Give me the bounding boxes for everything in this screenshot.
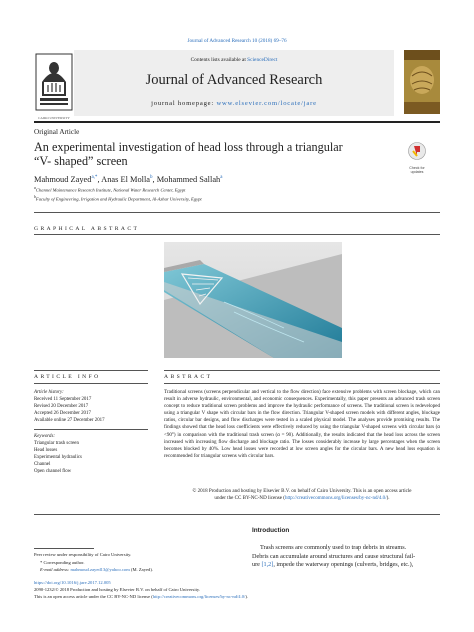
keyword: Experimental hydraulics: [34, 455, 82, 460]
check-updates-line-2: updates: [410, 170, 424, 174]
divider: [164, 370, 440, 371]
abstract-body: Traditional screens (screens perpendicular and vertical to the flow direction) face extensive problems with screen blockage, which can result in adverse hydraulic, environmental, and economic consequences. Experimentally, this paper presents an advanced trash screen concept to reduce traditional screen problems and improve the hydraulic performance of screens. The traditional screen is redeveloped using a triangular V shape with circular bars in the flow direction. Triangular V-shaped screen models with different angles, blockage ratios, circular bar designs, and flow discharges were tested in a scaled physical model. The analyses provide promising results. The findings showed that the head loss coefficients were effectively reduced by using the triangular V-shaped screens with circular bars (α <90°) in comparison with the traditional trash screen (α = 90). Additionally, the results indicated that the head loss across the screen increased with increasing flow discharge and blockage ratio. The losses considerably increase by large percentages when the screen becomes blocked by 40%. Low head losses were recorded at low screen angles for the circular bars. A new head loss equation is recommended for triangular screens with circular bars.: [164, 389, 440, 459]
history-line: Revised 20 December 2017: [34, 404, 89, 409]
divider: [34, 370, 148, 371]
history-label: Article history:: [34, 390, 64, 395]
abstract-heading: ABSTRACT: [164, 374, 213, 380]
history-line: Received 11 September 2017: [34, 397, 92, 402]
journal-title: Journal of Advanced Research: [145, 72, 323, 88]
divider: [34, 514, 440, 515]
copyright-line-2: [164, 495, 440, 502]
affiliation-text: Channel Maintenance Research Institute, National Water Research Center, Egypt: [35, 187, 186, 193]
history-line: Available online 27 December 2017: [34, 418, 105, 423]
doi-link[interactable]: https://doi.org/10.1016/j.jare.2017.12.005: [34, 580, 111, 585]
article-info-heading: ARTICLE INFO: [34, 374, 101, 380]
author-list: [34, 175, 222, 184]
title-line-1: An experimental investigation of head loss through a triangular: [34, 140, 343, 154]
author[interactable]: [34, 175, 101, 184]
introduction-text: [252, 544, 440, 570]
intro-line-2: Debris can accumulate around structures and cause structural fail-: [252, 552, 416, 560]
check-updates-line-1: Check for: [409, 166, 425, 170]
article-type: Original Article: [34, 128, 80, 136]
copyright-line-1: © 2018 Production and hosting by Elsevier B.V. on behalf of Cairo University. This is an open access article: [192, 488, 412, 494]
crossmark-icon: [402, 141, 432, 161]
author-name[interactable]: Mohammed Sallah: [156, 175, 221, 184]
keyword: Channel: [34, 462, 51, 467]
keyword: Triangular trash screen: [34, 441, 79, 446]
affiliation-sup: b: [34, 195, 36, 199]
journal-homepage: [74, 100, 394, 107]
title-line-2: “V- shaped” screen: [34, 154, 128, 168]
keyword: Head losses: [34, 448, 58, 453]
header-rule: [34, 121, 440, 123]
author-separator: ,: [152, 175, 157, 184]
email-note: [40, 567, 153, 572]
graphical-abstract-heading: GRAPHICAL ABSTRACT: [34, 226, 140, 232]
affiliation-sup: a: [34, 186, 36, 190]
author-affil-sup[interactable]: b: [150, 175, 153, 181]
affiliation-text: Faculty of Engineering, Irrigation and Hydraulic Department, Al-Azhar University, Egypt: [35, 196, 202, 202]
copyright-prefix: under the CC BY-NC-ND license (: [214, 495, 285, 501]
affiliation: [34, 195, 202, 202]
corresponding-author-note: * Corresponding author.: [40, 560, 85, 565]
author[interactable]: [101, 175, 157, 184]
license-link[interactable]: http://creativecommons.org/licenses/by-nc-nd/4.0/: [284, 495, 387, 501]
keywords-label: Keywords:: [34, 434, 56, 439]
author-separator: ,: [97, 175, 102, 184]
affiliation: [34, 186, 185, 193]
divider: [34, 234, 440, 235]
logo-caption: CAIRO UNIVERSITY: [38, 116, 70, 120]
open-access-line: [34, 594, 248, 599]
footnote-rule: [34, 548, 94, 549]
oa-license-link[interactable]: http://creativecommons.org/licenses/by-nc-nd/4.0/: [152, 594, 246, 599]
contents-available: [74, 57, 394, 63]
issn-line: 2090-1232/© 2018 Production and hosting by Elsevier B.V. on behalf of Cairo University.: [34, 587, 201, 592]
copyright-notice: [164, 488, 440, 502]
check-for-updates-badge[interactable]: [402, 141, 432, 174]
cairo-university-logo: [34, 52, 74, 114]
intro-line-1: Trash screens are commonly used to trap debris in streams.: [260, 544, 407, 551]
author-name[interactable]: Mahmoud Zayed: [34, 175, 92, 184]
copyright-suffix: ).: [386, 495, 390, 501]
author[interactable]: [157, 175, 223, 184]
reference-link[interactable]: [1,2]: [261, 561, 274, 569]
graphical-abstract-image[interactable]: [164, 242, 342, 358]
author-affil-sup[interactable]: a,*: [91, 175, 98, 181]
intro-line-3: [252, 561, 440, 570]
email-suffix: (M. Zayed).: [129, 567, 154, 572]
journal-citation[interactable]: Journal of Advanced Research 10 (2018) 69–76: [187, 38, 287, 44]
contents-prefix: Contents lists available at: [190, 57, 248, 63]
oa-prefix: This is an open access article under the CC BY-NC-ND license (: [34, 594, 153, 599]
sciencedirect-link[interactable]: ScienceDirect: [247, 57, 278, 63]
history-line: Accepted 26 December 2017: [34, 411, 91, 416]
divider: [164, 383, 440, 384]
introduction-heading: Introduction: [252, 527, 290, 534]
oa-suffix: ).: [245, 594, 249, 599]
divider: [34, 212, 440, 213]
homepage-prefix: journal homepage:: [151, 100, 217, 107]
peer-review-note: Peer review under responsibility of Cairo University.: [34, 552, 132, 557]
check-updates-text: [402, 166, 432, 174]
keyword: Open channel flow: [34, 469, 72, 474]
intro-line-3-pre: ure: [252, 561, 262, 569]
article-title: [34, 140, 404, 168]
author-name[interactable]: Anas El Molla: [101, 175, 151, 184]
divider: [34, 429, 148, 430]
journal-cover-image[interactable]: [404, 50, 440, 114]
divider: [34, 383, 148, 384]
email-label: E-mail address:: [40, 567, 71, 572]
homepage-link[interactable]: www.elsevier.com/locate/jare: [216, 100, 317, 107]
author-affil-sup[interactable]: a: [220, 175, 223, 181]
email-link[interactable]: mahmoud.zayed13@yahoo.com: [70, 567, 130, 572]
intro-line-3-post: , impede the waterway openings (culverts, bridges, etc.),: [273, 561, 414, 569]
